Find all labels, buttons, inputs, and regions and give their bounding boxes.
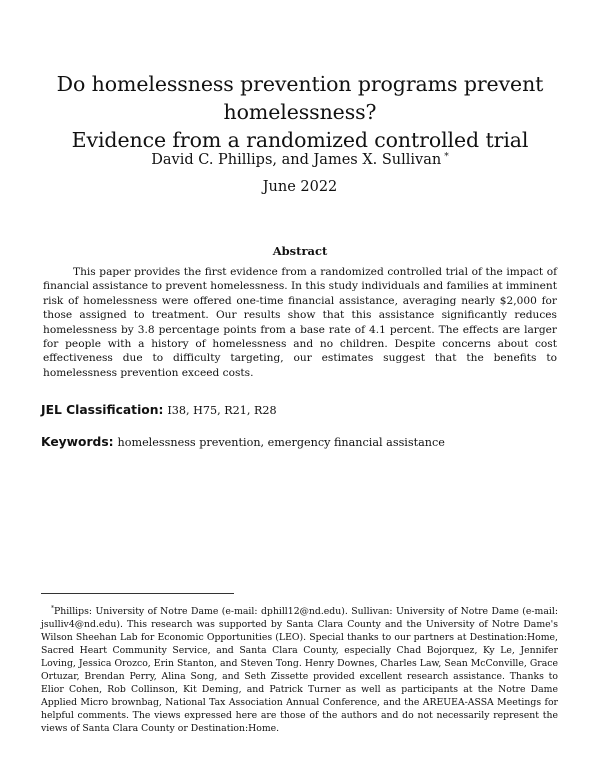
jel-codes: I38, H75, R21, R28 <box>167 404 277 417</box>
jel-classification <box>41 402 277 419</box>
footnote <box>41 602 558 735</box>
footnote-mark: * <box>51 605 54 612</box>
keywords <box>41 434 445 451</box>
author-footnote-mark: * <box>444 152 449 162</box>
footnote-divider <box>41 593 234 594</box>
keywords-value: homelessness prevention, emergency financial assistance <box>117 436 445 449</box>
keywords-label: Keywords: <box>41 435 114 449</box>
title-line-2: Evidence from a randomized controlled trial <box>71 128 529 152</box>
abstract-heading: Abstract <box>272 244 328 258</box>
paper-title <box>20 70 580 154</box>
abstract-body: This paper provides the first evidence from a randomized controlled trial of the impact of financial assistance to prevent homelessness. In this study individuals and families at imminent risk of homelessness were offered one-time financial assistance, averaging nearly $2,000 for those assigned to treatment. Our results show that this assistance significantly reduces homelessness by 3.8 percentage points from a base rate of 4.1 percent. The effects are larger for people with a history of homelessness and no children. Despite concerns about cost effectiveness due to difficulty targeting, our estimates suggest that the benefits to homelessness prevention exceed costs. <box>43 266 557 379</box>
author-list <box>20 148 580 169</box>
author-names: David C. Phillips, and James X. Sullivan <box>151 152 442 168</box>
jel-label: JEL Classification: <box>41 403 164 417</box>
publication-date: June 2022 <box>262 179 338 195</box>
title-line-1: Do homelessness prevention programs prevent homelessness? <box>56 72 544 124</box>
footnote-text: Phillips: University of Notre Dame (e-mail: dphill12@nd.edu). Sullivan: University of Notre Dame (e-mail: jsulliv4@nd.edu). This research was supported by Santa Clara County and the University of Notre Dame's Wilson Sheehan Lab for Economic Opportunities (LEO). Special thanks to our partners at Destination:Home, Sacred Heart Community Service, and Santa Clara County, especially Chad Bojorquez, Ky Le, Jennifer Loving, Jessica Orozco, Erin Stanton, and Steven Tong. Henry Downes, Charles Law, Sean McConville, Grace Ortuzar, Brendan Perry, Alina Song, and Seth Zissette provided excellent research assistance. Thanks to Elior Cohen, Rob Collinson, Kit Deming, and Patrick Turner as well as participants at the Notre Dame Applied Micro brownbag, National Tax Association Annual Conference, and the AREUEA-ASSA Meetings for helpful comments. The views expressed here are those of the authors and do not necessarily represent the views of Santa Clara County or Destination:Home. <box>41 606 558 735</box>
